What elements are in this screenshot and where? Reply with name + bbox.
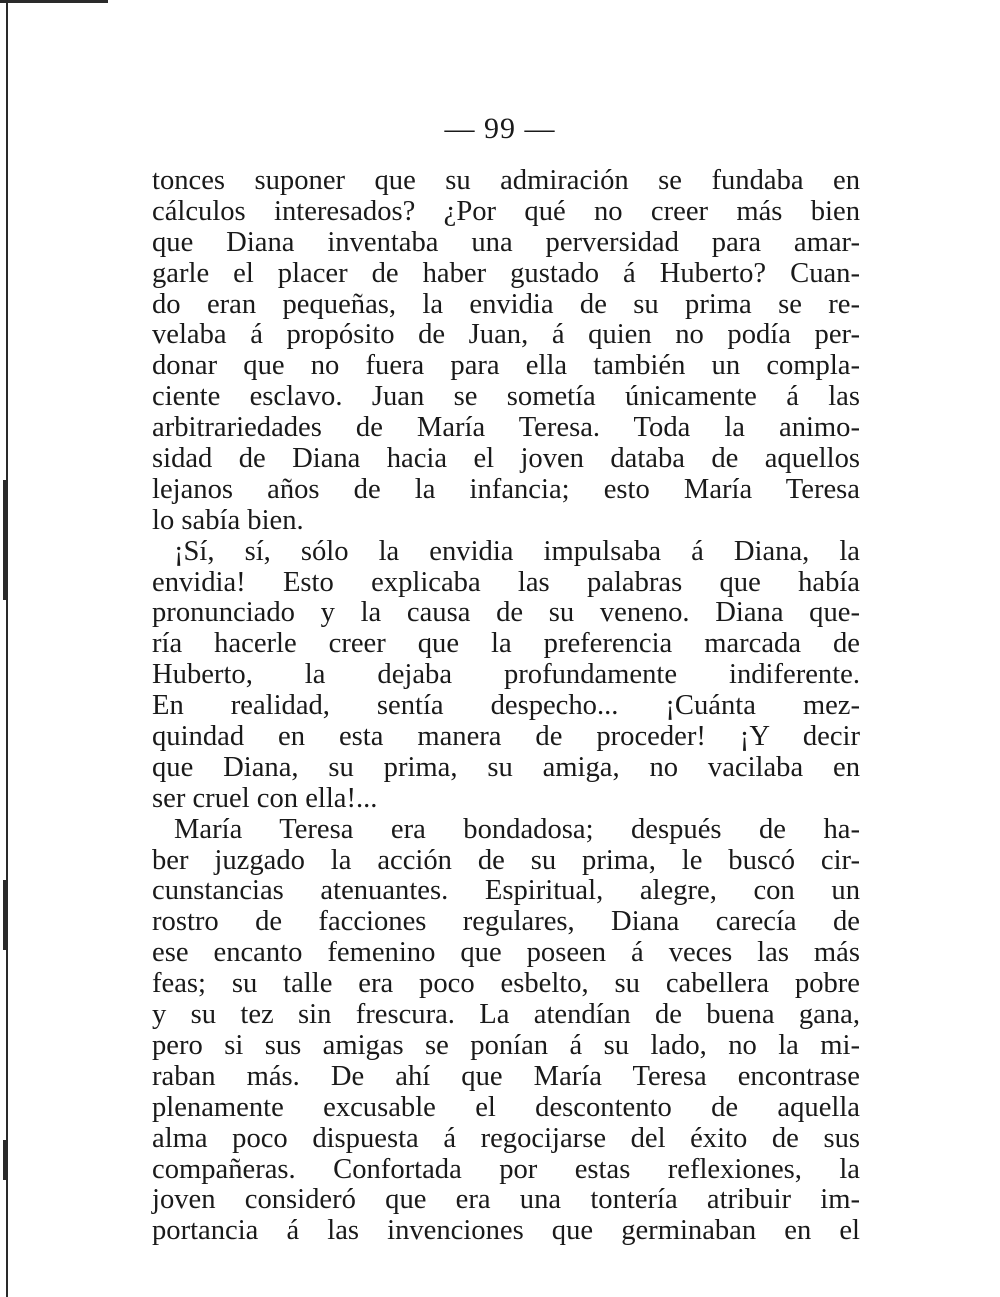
text-line: cunstancias atenuantes. Espiritual, alegre, con un bbox=[152, 875, 860, 907]
text-line: lo sabía bien. bbox=[152, 504, 304, 536]
text-line: ser cruel con ella!... bbox=[152, 782, 378, 814]
text-line: pero si sus amigas se ponían á su lado, no la mi- bbox=[152, 1029, 860, 1061]
text-line: lejanos años de la infancia; esto María Teresa bbox=[152, 473, 860, 505]
page-number: — 99 — bbox=[444, 112, 556, 145]
text-line: rostro de facciones regulares, Diana carecía de bbox=[152, 906, 860, 938]
text-line: do eran pequeñas, la envidia de su prima se re- bbox=[152, 288, 860, 320]
text-line: raban más. De ahí que María Teresa encontrase bbox=[152, 1060, 860, 1092]
text-line: que Diana inventaba una perversidad para amar- bbox=[152, 226, 860, 258]
text-line: feas; su talle era poco esbelto, su cabellera pobre bbox=[152, 968, 860, 1000]
text-line: ¡Sí, sí, sólo la envidia impulsaba á Diana, la bbox=[174, 535, 860, 567]
text-line: plenamente excusable el descontento de aquella bbox=[152, 1091, 860, 1123]
text-line: alma poco dispuesta á regocijarse del éxito de sus bbox=[152, 1122, 860, 1154]
text-line: ciente esclavo. Juan se sometía únicamente á las bbox=[152, 381, 860, 413]
text-line: envidia! Esto explicaba las palabras que había bbox=[152, 566, 860, 598]
body-text bbox=[152, 166, 860, 1247]
text-line: sidad de Diana hacia el joven databa de aquellos bbox=[152, 443, 860, 475]
text-line: ber juzgado la acción de su prima, le buscó cir- bbox=[152, 844, 860, 876]
text-line: arbitrariedades de María Teresa. Toda la animo- bbox=[152, 412, 860, 444]
scan-edge-mark bbox=[3, 880, 7, 950]
text-line: Huberto, la dejaba profundamente indiferente. bbox=[152, 659, 860, 691]
text-line: donar que no fuera para ella también un compla- bbox=[152, 350, 860, 382]
text-line: ese encanto femenino que poseen á veces las más bbox=[152, 937, 860, 969]
text-line: velaba á propósito de Juan, á quien no podía per- bbox=[152, 319, 860, 351]
text-line: quindad en esta manera de proceder! ¡Y decir bbox=[152, 721, 860, 753]
scan-edge-mark bbox=[3, 480, 7, 600]
text-line: garle el placer de haber gustado á Huberto? Cuan- bbox=[152, 257, 860, 289]
text-line: María Teresa era bondadosa; después de ha- bbox=[174, 813, 860, 845]
scan-edge-left bbox=[6, 0, 8, 1297]
text-line: compañeras. Confortada por estas reflexiones, la bbox=[152, 1153, 860, 1185]
text-line: pronunciado y la causa de su veneno. Diana que- bbox=[152, 597, 860, 629]
text-line: y su tez sin frescura. La atendían de buena gana, bbox=[152, 999, 860, 1031]
text-line: joven consideró que era una tontería atribuir im- bbox=[152, 1184, 860, 1216]
text-line: En realidad, sentía despecho... ¡Cuánta mez- bbox=[152, 690, 860, 722]
text-line: que Diana, su prima, su amiga, no vacilaba en bbox=[152, 751, 860, 783]
text-line: portancia á las invenciones que germinaban en el bbox=[152, 1215, 860, 1247]
text-line: tonces suponer que su admiración se fundaba en bbox=[152, 165, 860, 196]
scan-edge-mark bbox=[3, 1140, 7, 1180]
text-line: ría hacerle creer que la preferencia marcada de bbox=[152, 628, 860, 660]
text-line: cálculos interesados? ¿Por qué no creer más bien bbox=[152, 195, 860, 227]
scan-edge-top bbox=[0, 0, 108, 3]
